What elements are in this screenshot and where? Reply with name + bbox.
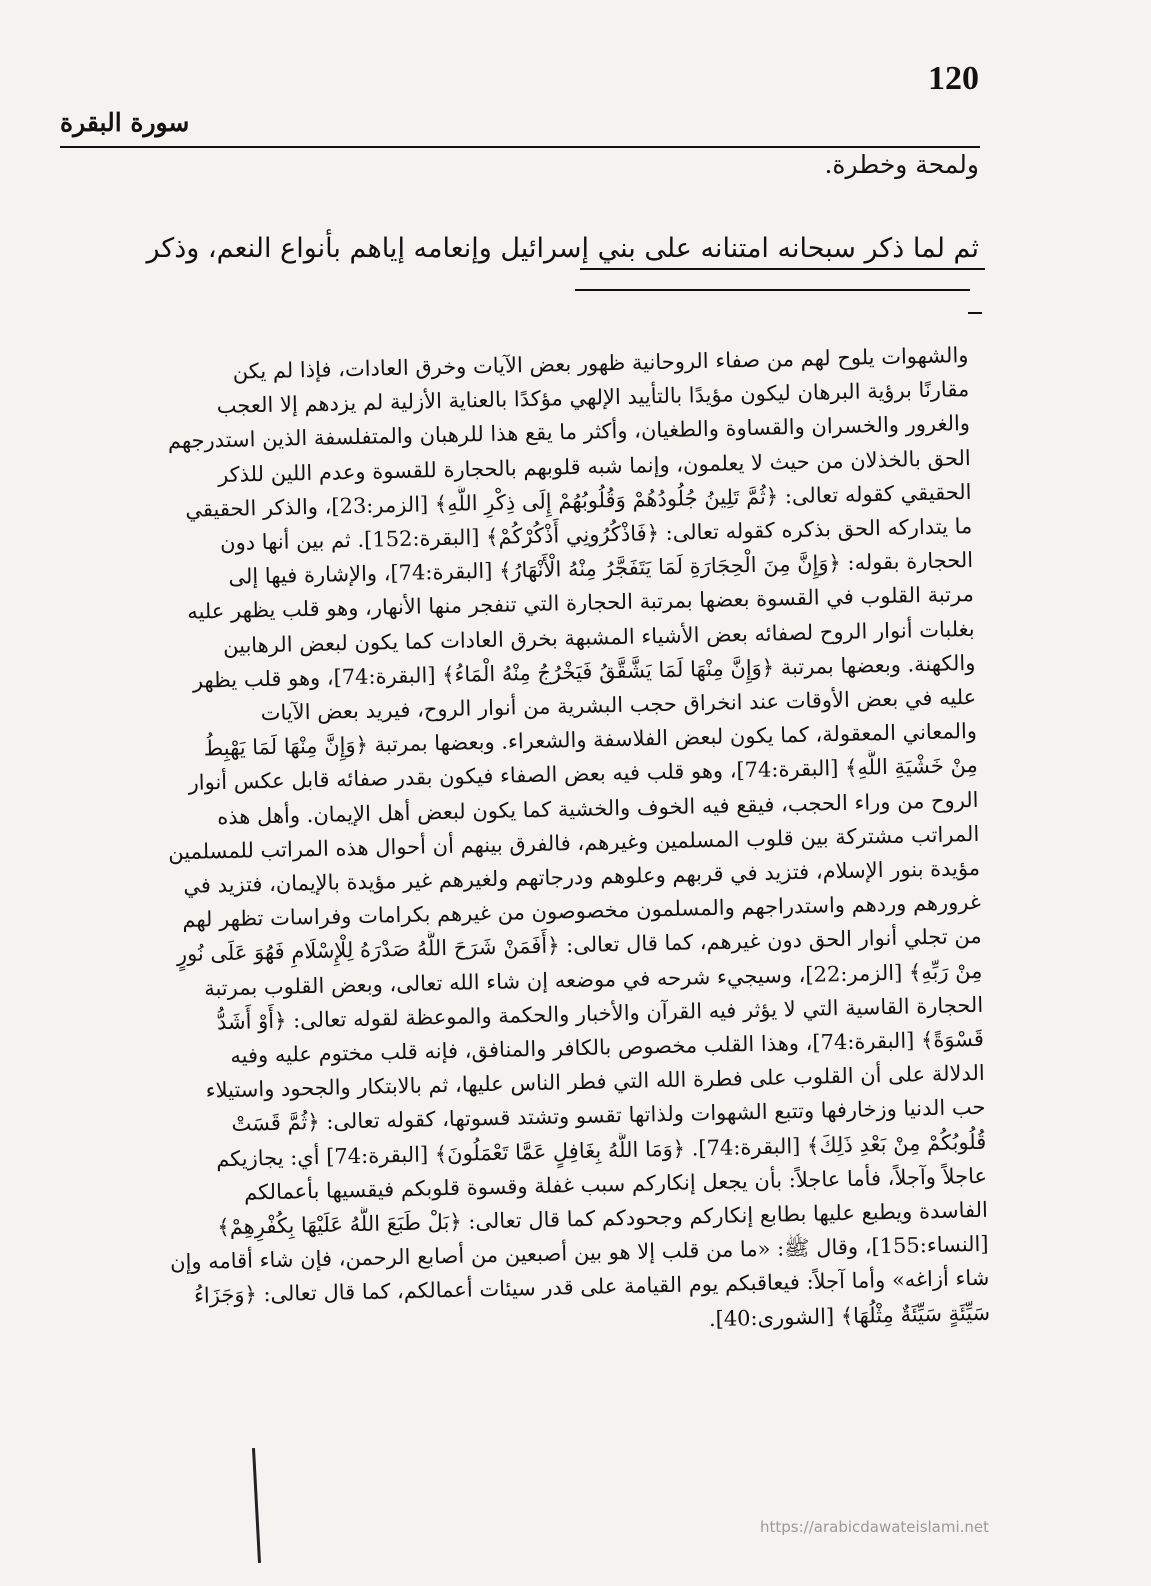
body-line: الروح من وراء الحجب، فيقع فيه الخوف والخشية كما يكون لبعض أهل الإيمان. وأهل هذه [216,787,979,829]
footnote-divider-lower [575,289,970,291]
body-line: الفاسدة ويطبع عليها بطابع إنكاركم وجحودكم كما قال تعالى: ﴿بَلْ طَبَعَ اللَّهُ عَلَيْهَا بِكُفْرِهِمْ﴾ [217,1197,989,1240]
body-line: والغرور والخسران والقساوة والطغيان، وأكثر ما يقع هذا للرهبان والمتفلسفة الذين استدرجهم [167,411,971,454]
body-line: من تجلي أنوار الحق دون غيرهم، كما قال تعالى: ﴿أَفَمَنْ شَرَحَ اللَّهُ صَدْرَهُ لِلْإِسْلَامِ فَهُوَ عَلَى نُورٍ [176,924,982,967]
margin-pen-mark [252,1448,261,1563]
top-text-line-2: ثم لما ذكر سبحانه امتنانه على بني إسرائيل وإنعامه إياهم بأنواع النعم، وذكر [146,233,979,264]
footnote-divider-upper [580,268,985,270]
body-line: غرورهم وردهم واستدراجهم والمسلمون مخصوصون من غيرهم بكرامات وفراسات تظهر لهم [182,890,982,933]
surah-title: سورة البقرة [60,108,190,137]
body-line: عاجلاً وآجلاً، فأما عاجلاً: بأن يجعل إنكاركم سبب غفلة وقسوة قلوبكم فيقسيها بأعمالكم [243,1163,988,1205]
body-line: مرتبة القلوب في القسوة بعضها بمرتبة الحجارة التي تنفجر منها الأنهار، وهو قلب يظهر عليه [187,582,975,625]
page-number: 120 [928,60,979,97]
body-line: بغلبات أنوار الروح لصفائه بعض الأشياء المشبهة بخرق العادات كما يكون لبعض الرهابين [222,616,975,658]
body-line: والشهوات يلوح لهم من صفاء الروحانية ظهور بعض الآيات وخرق العادات، فإذا لم يكن [232,342,969,384]
dash-mark [968,312,982,314]
body-line: الحق بالخذلان من حيث لا يعلمون، وإنما شبه قلوبهم بالحجارة للقسوة وعدم اللين للذكر [217,445,971,487]
body-line: مِنْ رَبِّهِ﴾ [الزمر:22]، وسيجيء شرحه في موضعه إن شاء الله تعالى، وبعض القلوب بمرتبة [203,958,983,1001]
body-text [88,338,990,1350]
body-line: مقارنًا برؤية البرهان ليكون مؤيدًا بالتأييد الإلهي مؤكدًا بالعناية الأزلية لم يزدهم إلا العجب [216,377,970,419]
body-line: قُلُوبُكُمْ مِنْ بَعْدِ ذَلِكَ﴾ [البقرة:74]. ﴿وَمَا اللَّهُ بِغَافِلٍ عَمَّا تَعْمَلُونَ﴾ [البقرة:74] أي: يجازيكم [215,1129,987,1171]
body-line: مِنْ خَشْيَةِ اللَّهِ﴾ [البقرة:74]، وهو قلب فيه بعض الصفاء فيكون بقدر صفائه قابل عكس أنوار [188,753,978,796]
body-line: الحقيقي كقوله تعالى: ﴿ثُمَّ تَلِينُ جُلُودُهُمْ وَقُلُوبُهُمْ إِلَى ذِكْرِ اللَّهِ﴾ [الزمر:23]، والذكر الحقيقي [185,479,972,522]
body-line: والمعاني المعقولة، كما يكون لبعض الفلاسفة والشعراء. وبعضها بمرتبة ﴿وَإِنَّ مِنْهَا لَمَا يَهْبِطُ [203,719,978,761]
body-line: عليه في بعض الأوقات عند انخراق حجب البشرية من أنوار الروح، فيريد بعض الآيات [260,684,977,726]
body-line: [النساء:155]، وقال ﷺ: «ما من قلب إلا هو بين أصبعين من أصابع الرحمن، فإن شاء أقامه وإن [169,1232,989,1275]
body-line: الحجارة القاسية التي لا يؤثر فيه القرآن والأخبار والحكمة والموعظة لقوله تعالى: ﴿أَوْ أَشَدُّ [216,992,984,1035]
body-line: حب الدنيا وزخارفها وتتبع الشهوات ولذاتها تقسو وتشتد قسوتها، كقوله تعالى: ﴿ثُمَّ قَسَتْ [231,1095,986,1137]
header-divider [60,146,980,148]
body-line: مؤيدة بنور الإسلام، فتزيد في قربهم وعلوهم ودرجاتهم ولغيرهم غير مؤيدة بالإيمان، فتزيد في [183,855,981,898]
body-line: والكهنة. وبعضها بمرتبة ﴿وَإِنَّ مِنْهَا لَمَا يَشَّقَّقُ فَيَخْرُجُ مِنْهُ الْمَاءُ﴾ [البقرة:74]، وهو قلب يظهر [192,650,976,693]
watermark: https://arabicdawateislami.net [760,1518,990,1536]
body-line: شاء أزاغه» وأما آجلاً: فيعاقبكم يوم القيامة على قدر سيئات أعمالكم، كما قال تعالى: ﴿وَجَزَاءُ [193,1266,990,1309]
body-line: سَيِّئَةٍ سَيِّئَةٌ مِثْلُهَا﴾ [الشورى:40]. [708,1300,991,1331]
body-line: الدلالة على أن القلوب على فطرة الله التي فطر الناس عليها، ثم بالابتكار والجحود واستيلاء [205,1061,985,1103]
body-line: قَسْوَةً﴾ [البقرة:74]، وهذا القلب مخصوص بالكافر والمنافق، فإنه قلب مختوم عليه وفيه [230,1026,985,1068]
body-line: المراتب مشتركة بين قلوب المسلمين وغيرهم، فالفرق بينهم أن أحوال هذه المراتب للمسلمين [167,821,980,865]
top-text-line-1: ولمحة وخطرة. [824,150,979,179]
body-line: ما يتداركه الحق بذكره كقوله تعالى: ﴿فَاذْكُرُونِي أَذْكُرْكُمْ﴾ [البقرة:152]. ثم بين أنها دون [219,513,973,556]
body-line: الحجارة بقوله: ﴿وَإِنَّ مِنَ الْحِجَارَةِ لَمَا يَتَفَجَّرُ مِنْهُ الْأَنْهَارُ﴾ [البقرة:74]، والإشارة فيها إلى [228,548,974,590]
